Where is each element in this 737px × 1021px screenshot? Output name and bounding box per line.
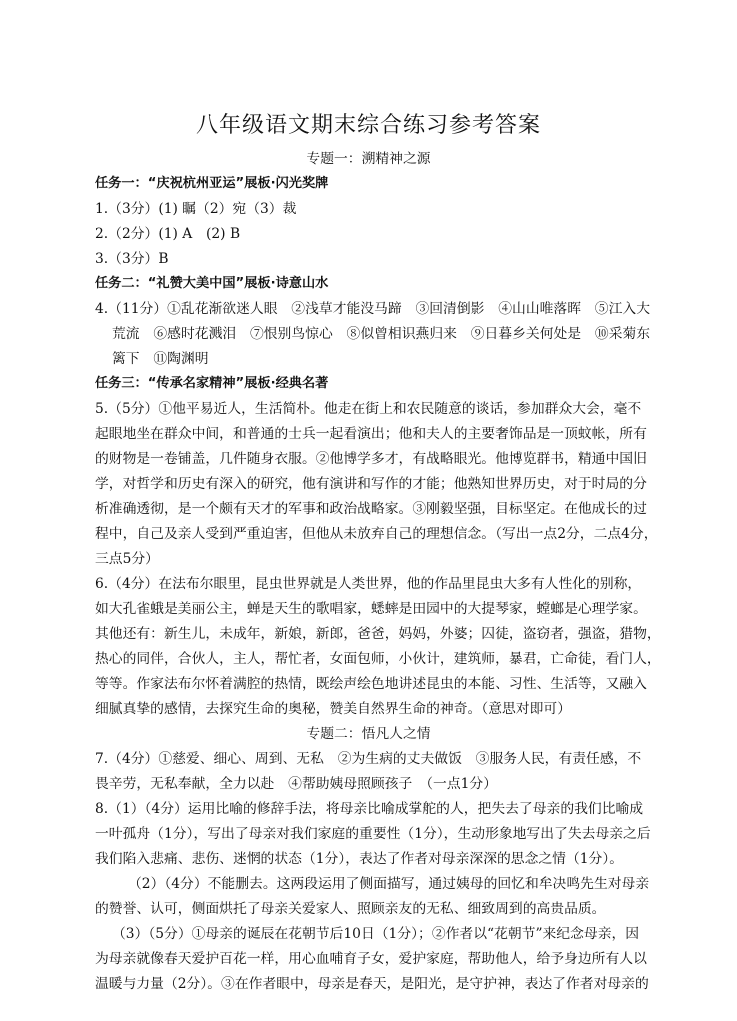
answer-6-line-3: 其他还有：新生儿，未成年，新娘，新郎，爸爸，妈妈，外婆；囚徒，盗窃者，强盗，猎物， xyxy=(95,626,661,642)
answer-6-line-2: 如大孔雀蛾是美丽公主，蝉是天生的歌唱家，蟋蟀是田园中的大提琴家，螳螂是心理学家。 xyxy=(95,601,647,617)
answer-6-line-4: 热心的同伴，合伙人，主人，帮忙者，女面包师，小伙计，建筑师，暴君，亡命徒，看门人， xyxy=(95,651,661,667)
answer-2: 2.（2分）(1) A (2) B xyxy=(95,226,241,242)
answer-6-line-1: 6.（4分）在法布尔眼里，昆虫世界就是人类世界，他的作品里昆虫大多有人性化的别称， xyxy=(95,576,642,592)
answer-5-line-3: 的财物是一卷铺盖，几件随身衣服。②他博学多才，有战略眼光。他博览群书，精通中国旧 xyxy=(95,451,647,467)
task-heading-1: 任务一：“庆祝杭州亚运”展板·闪光奖牌 xyxy=(95,176,329,191)
task-heading-2: 任务二：“礼赞大美中国”展板·诗意山水 xyxy=(95,276,329,291)
answer-4-line-1: 4.（11分）①乱花渐欲迷人眼 ②浅草才能没马蹄 ③回清倒影 ④山山唯落晖 ⑤江入大 xyxy=(95,301,650,317)
section-heading-2: 专题二：悟凡人之情 xyxy=(306,726,431,742)
answer-8-3-line-1: （3）（5分）①母亲的诞辰在花朝节后10日（1分）；②作者以“花朝节”来纪念母亲，因 xyxy=(112,926,640,942)
answer-4-line-3: 篱下 ⑪陶渊明 xyxy=(112,351,209,367)
answer-5-line-5: 析准确透彻，是一个颇有天才的军事和政治战略家。③刚毅坚强，目标坚定。在他成长的过 xyxy=(95,501,647,517)
answer-5-line-2: 起眼地坐在群众中间，和普通的士兵一起看演出；他和夫人的主要奢饰品是一顶蚊帐，所有 xyxy=(95,426,647,442)
answer-4-line-2: 荒流 ⑥感时花溅泪 ⑦恨别鸟惊心 ⑧似曾相识燕归来 ⑨日暮乡关何处是 ⑩采菊东 xyxy=(112,326,651,342)
answer-8-3-line-3: 温暖与力量（2分）。③在作者眼中，母亲是春天，是阳光，是守护神，表达了作者对母亲的 xyxy=(95,976,649,992)
answer-8-2-line-1: （2）（4分）不能删去。这两段运用了侧面描写，通过姨母的回忆和牟决鸣先生对母亲 xyxy=(128,876,650,892)
answer-6-line-6: 细腻真挚的感情，去探究生命的奥秘，赞美自然界生命的神奇。（意思对即可） xyxy=(95,701,571,717)
answer-8-1-line-2: 一叶孤舟（1分），写出了母亲对我们家庭的重要性（1分），生动形象地写出了失去母亲之后 xyxy=(95,826,651,842)
answer-5-line-4: 学，对哲学和历史有深入的研究，他有演讲和写作的才能；他熟知世界历史，对于时局的分 xyxy=(95,476,647,492)
answer-8-1-line-1: 8.（1）（4分）运用比喻的修辞手法，将母亲比喻成掌舵的人，把失去了母亲的我们比喻成 xyxy=(95,801,644,817)
answer-7-line-1: 7.（4分）①慈爱、细心、周到、无私 ②为生病的丈夫做饭 ③服务人民，有责任感，不 xyxy=(95,751,642,767)
answer-8-2-line-2: 的赞誉、认可，侧面烘托了母亲关爱家人、照顾亲友的无私、细致周到的高贵品质。 xyxy=(95,901,606,917)
page-title: 八年级语文期末综合练习参考答案 xyxy=(195,113,541,138)
answer-7-line-2: 畏辛劳，无私奉献，全力以赴 ④帮助姨母照顾孩子 （一点1分） xyxy=(95,776,497,792)
answer-3: 3.（3分）B xyxy=(95,251,169,267)
task-heading-3: 任务三：“传承名家精神”展板·经典名著 xyxy=(95,376,329,391)
answer-1: 1.（3分）(1) 瞩（2）宛（3）裁 xyxy=(95,201,297,217)
answer-6-line-5: 等等。作家法布尔怀着满腔的热情，既绘声绘色地讲述昆虫的本能、习性、生活等，又融入 xyxy=(95,676,647,692)
answer-5-line-6: 程中，自己及亲人受到严重迫害，但他从未放弃自己的理想信念。（写出一点2分，二点4分， xyxy=(95,526,658,542)
answer-8-3-line-2: 为母亲就像春天爱护百花一样，用心血哺育子女，爱护家庭，帮助他人，给予身边所有人以 xyxy=(95,951,647,967)
answer-5-line-7: 三点5分） xyxy=(95,551,159,567)
answer-5-line-1: 5.（5分）①他平易近人，生活简朴。他走在街上和农民随意的谈话，参加群众大会，毫不 xyxy=(95,401,642,417)
section-heading-1: 专题一：溯精神之源 xyxy=(306,151,431,167)
answer-8-1-line-3: 我们陷入悲痛、悲伤、迷惘的状态（1分），表达了作者对母亲深深的思念之情（1分）。 xyxy=(95,851,624,867)
